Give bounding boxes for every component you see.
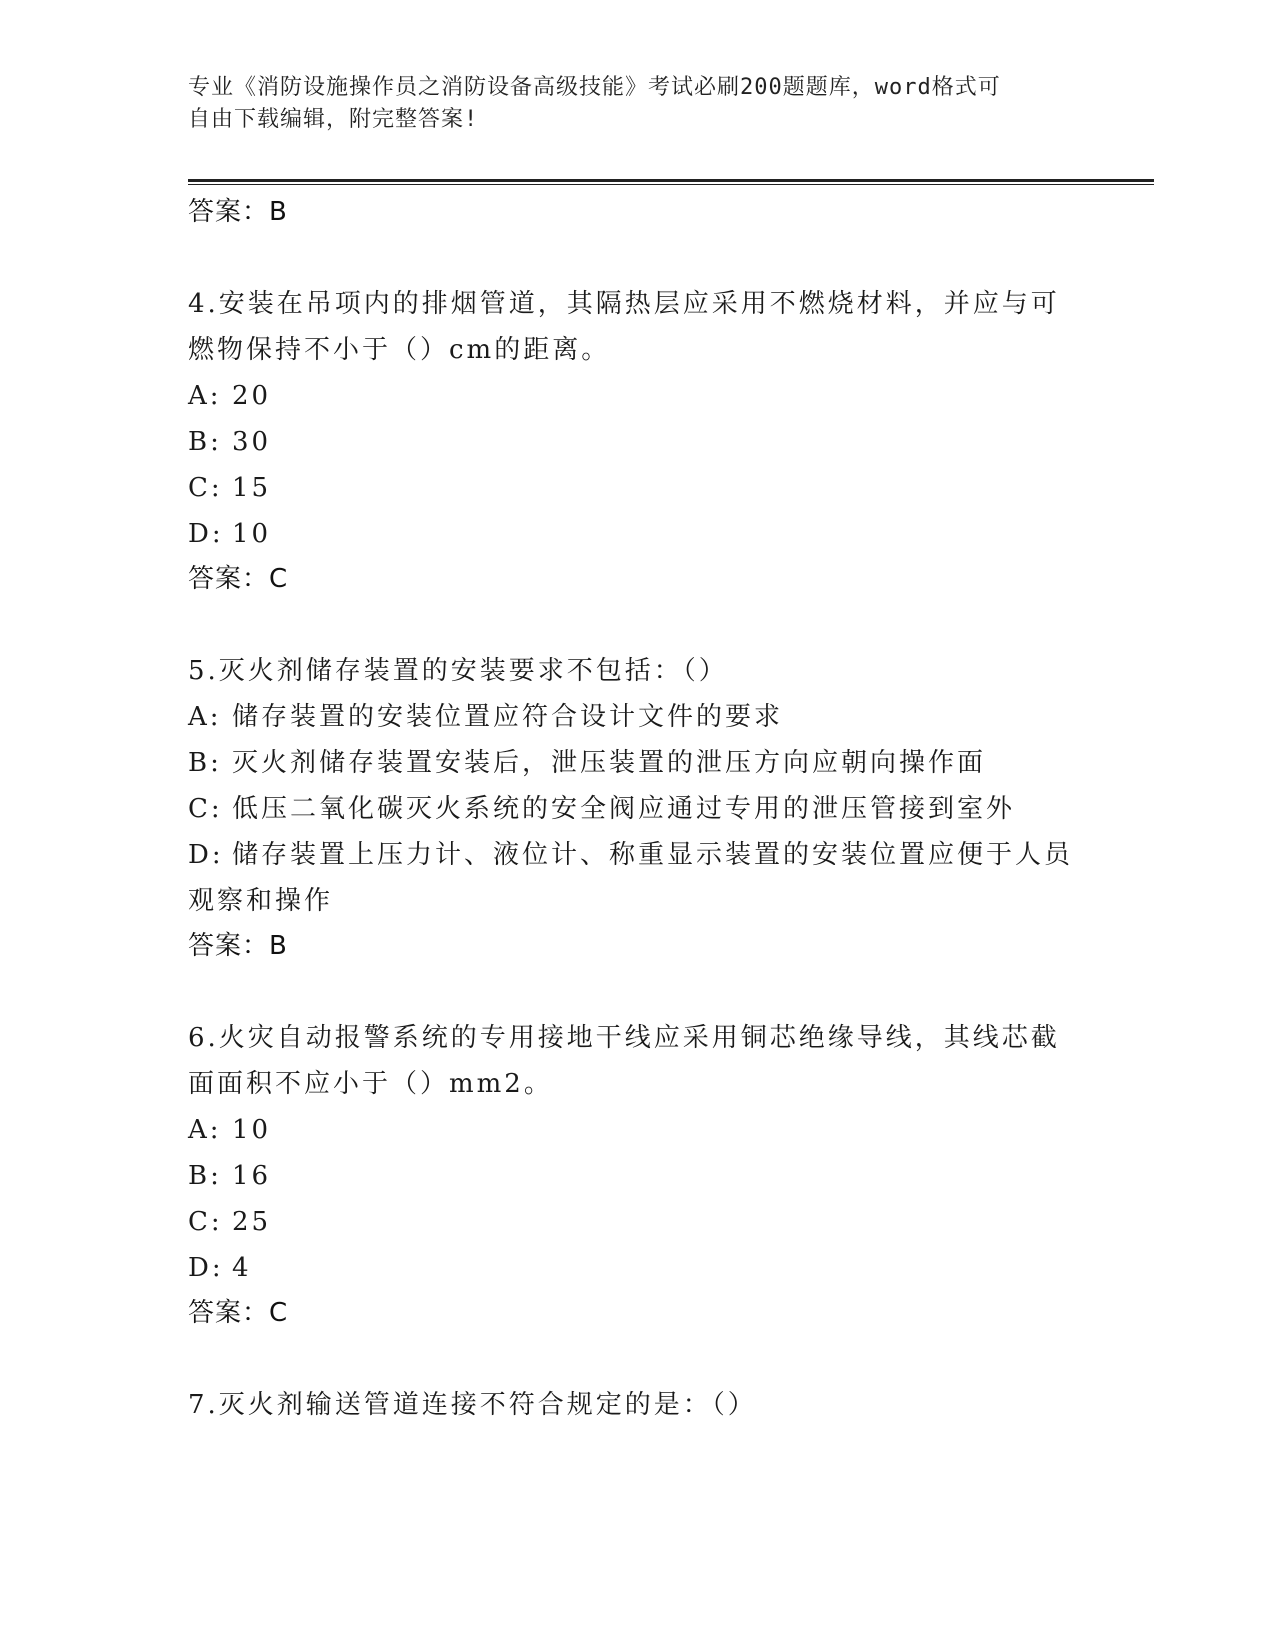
question-4 [188,281,1088,601]
question-5 [188,648,1088,968]
option-d [188,1245,1088,1291]
option-label: C: [188,1207,223,1237]
option-text: 20 [232,381,272,411]
header-line-1: 专业《消防设施操作员之消防设备高级技能》考试必刷200题题库，word格式可 [188,75,1001,100]
option-text: 15 [232,473,272,503]
option-d [188,832,1088,924]
option-label: A: [188,702,222,732]
option-label: A: [188,381,222,411]
option-b [188,740,1088,786]
document-content [188,190,1088,1428]
header-rule-thick [188,179,1154,182]
option-label: B: [188,427,222,457]
option-a [188,694,1088,740]
option-b [188,419,1088,465]
option-text: 4 [232,1253,252,1283]
option-label: D: [188,1253,224,1283]
question-7 [188,1382,1088,1428]
question-stem: 5.灭火剂储存装置的安装要求不包括：（） [188,656,728,686]
answer-line: 答案：B [188,197,288,227]
option-text: 30 [232,427,272,457]
option-label: C: [188,473,223,503]
option-b [188,1153,1088,1199]
answer-line: 答案：C [188,1298,289,1328]
header-rule-thin [188,184,1154,185]
question-stem: 6.火灾自动报警系统的专用接地干线应采用铜芯绝缘导线，其线芯截面面积不应小于（）mm2。 [188,1023,1060,1099]
option-label: B: [188,748,222,778]
question-stem: 4.安装在吊项内的排烟管道，其隔热层应采用不燃烧材料，并应与可燃物保持不小于（）cm的距离。 [188,289,1060,365]
answer-line: 答案：B [188,931,288,961]
option-a [188,373,1088,419]
option-c [188,786,1088,832]
option-text: 25 [232,1207,272,1237]
option-a [188,1107,1088,1153]
option-text: 10 [232,1115,272,1145]
option-text: 16 [232,1161,272,1191]
answer-line: 答案：C [188,564,289,594]
option-c [188,1199,1088,1245]
question-6 [188,1015,1088,1335]
option-label: C: [188,794,223,824]
option-label: D: [188,840,224,870]
option-label: A: [188,1115,222,1145]
question-stem: 7.灭火剂输送管道连接不符合规定的是：（） [188,1390,757,1420]
option-text: 10 [232,519,272,549]
page-header [188,72,1088,136]
header-line-2: 自由下载编辑，附完整答案! [188,107,479,132]
option-text: 低压二氧化碳灭火系统的安全阀应通过专用的泄压管接到室外 [232,794,1016,824]
option-d [188,511,1088,557]
option-text: 储存装置上压力计、液位计、称重显示装置的安装位置应便于人员观察和操作 [188,840,1074,916]
option-text: 灭火剂储存装置安装后，泄压装置的泄压方向应朝向操作面 [232,748,987,778]
option-label: B: [188,1161,222,1191]
option-label: D: [188,519,224,549]
option-text: 储存装置的安装位置应符合设计文件的要求 [232,702,784,732]
option-c [188,465,1088,511]
